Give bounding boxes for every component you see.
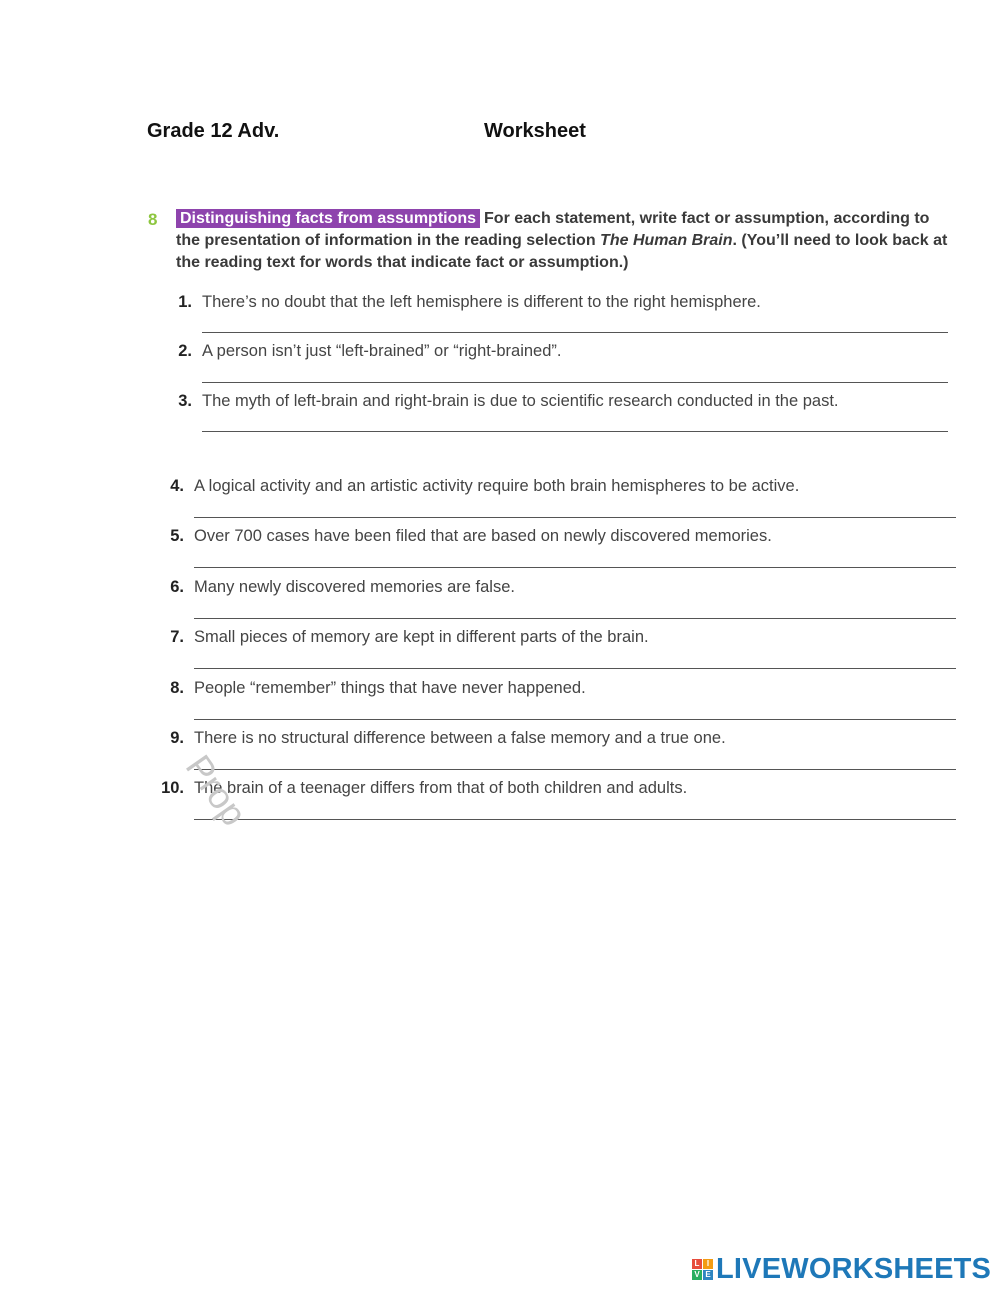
- statement-text: The brain of a teenager differs from that of both children and adults.: [194, 779, 688, 797]
- answer-line-6[interactable]: [194, 618, 956, 619]
- answer-line-4[interactable]: [194, 517, 956, 518]
- statement-7: [170, 628, 649, 647]
- statement-3: [178, 392, 839, 411]
- statement-text: Many newly discovered memories are false.: [194, 578, 515, 596]
- statement-text: There is no structural difference between a false memory and a true one.: [194, 729, 726, 747]
- logo-text: LIVEWORKSHEETS: [716, 1252, 992, 1285]
- instructions-text: For each statement, write fact or assumption, according to the presentation of information in the reading selection: [176, 210, 930, 249]
- answer-line-8[interactable]: [194, 719, 956, 720]
- logo-mark-tile: E: [703, 1270, 713, 1280]
- instructions-text-end: . (You’ll need to look back at the reading text for words that indicate fact or assumption.): [176, 232, 948, 271]
- worksheet-title: Worksheet: [484, 120, 586, 142]
- statement-8: [170, 679, 586, 698]
- statement-text: Over 700 cases have been filed that are based on newly discovered memories.: [194, 527, 772, 545]
- statement-number: 10.: [161, 779, 184, 797]
- answer-line-2[interactable]: [202, 382, 948, 383]
- statement-4: [170, 477, 800, 496]
- answer-line-3[interactable]: [202, 431, 948, 432]
- statement-number: 9.: [170, 729, 184, 747]
- statement-number: 8.: [170, 679, 184, 697]
- logo-mark-tile: V: [692, 1270, 702, 1280]
- logo-mark-tile: L: [692, 1259, 702, 1269]
- statement-number: 2.: [178, 342, 192, 360]
- statement-10: [161, 779, 688, 798]
- grade-label: Grade 12 Adv.: [147, 120, 280, 142]
- statement-number: 7.: [170, 628, 184, 646]
- statement-number: 4.: [170, 477, 184, 495]
- answer-line-7[interactable]: [194, 668, 956, 669]
- statement-2: [178, 342, 562, 361]
- statement-text: People “remember” things that have never happened.: [194, 679, 586, 697]
- answer-line-9[interactable]: [194, 769, 956, 770]
- section-title: Distinguishing facts from assumptions: [176, 209, 480, 228]
- statement-text: The myth of left-brain and right-brain is due to scientific research conducted in the past.: [202, 392, 839, 410]
- statement-number: 6.: [170, 578, 184, 596]
- statement-6: [170, 578, 515, 597]
- watermark-text: Prop: [177, 747, 256, 834]
- statement-text: A logical activity and an artistic activity require both brain hemispheres to be active.: [194, 477, 800, 495]
- statement-5: [170, 527, 772, 546]
- statement-number: 3.: [178, 392, 192, 410]
- liveworksheets-logo: [692, 1252, 991, 1286]
- statement-text: There’s no doubt that the left hemisphere is different to the right hemisphere.: [202, 293, 761, 311]
- logo-mark-tile: I: [703, 1259, 713, 1269]
- statement-1: [178, 293, 761, 312]
- exercise-instructions: [176, 208, 956, 274]
- answer-line-10[interactable]: [194, 819, 956, 820]
- statement-number: 5.: [170, 527, 184, 545]
- statement-9: [170, 729, 726, 748]
- answer-line-5[interactable]: [194, 567, 956, 568]
- book-title: The Human Brain: [600, 232, 733, 249]
- exercise-number: 8: [148, 210, 158, 229]
- statement-number: 1.: [178, 293, 192, 311]
- logo-mark-icon: [692, 1259, 713, 1280]
- statement-text: Small pieces of memory are kept in different parts of the brain.: [194, 628, 649, 646]
- answer-line-1[interactable]: [202, 332, 948, 333]
- statement-text: A person isn’t just “left-brained” or “right-brained”.: [202, 342, 562, 360]
